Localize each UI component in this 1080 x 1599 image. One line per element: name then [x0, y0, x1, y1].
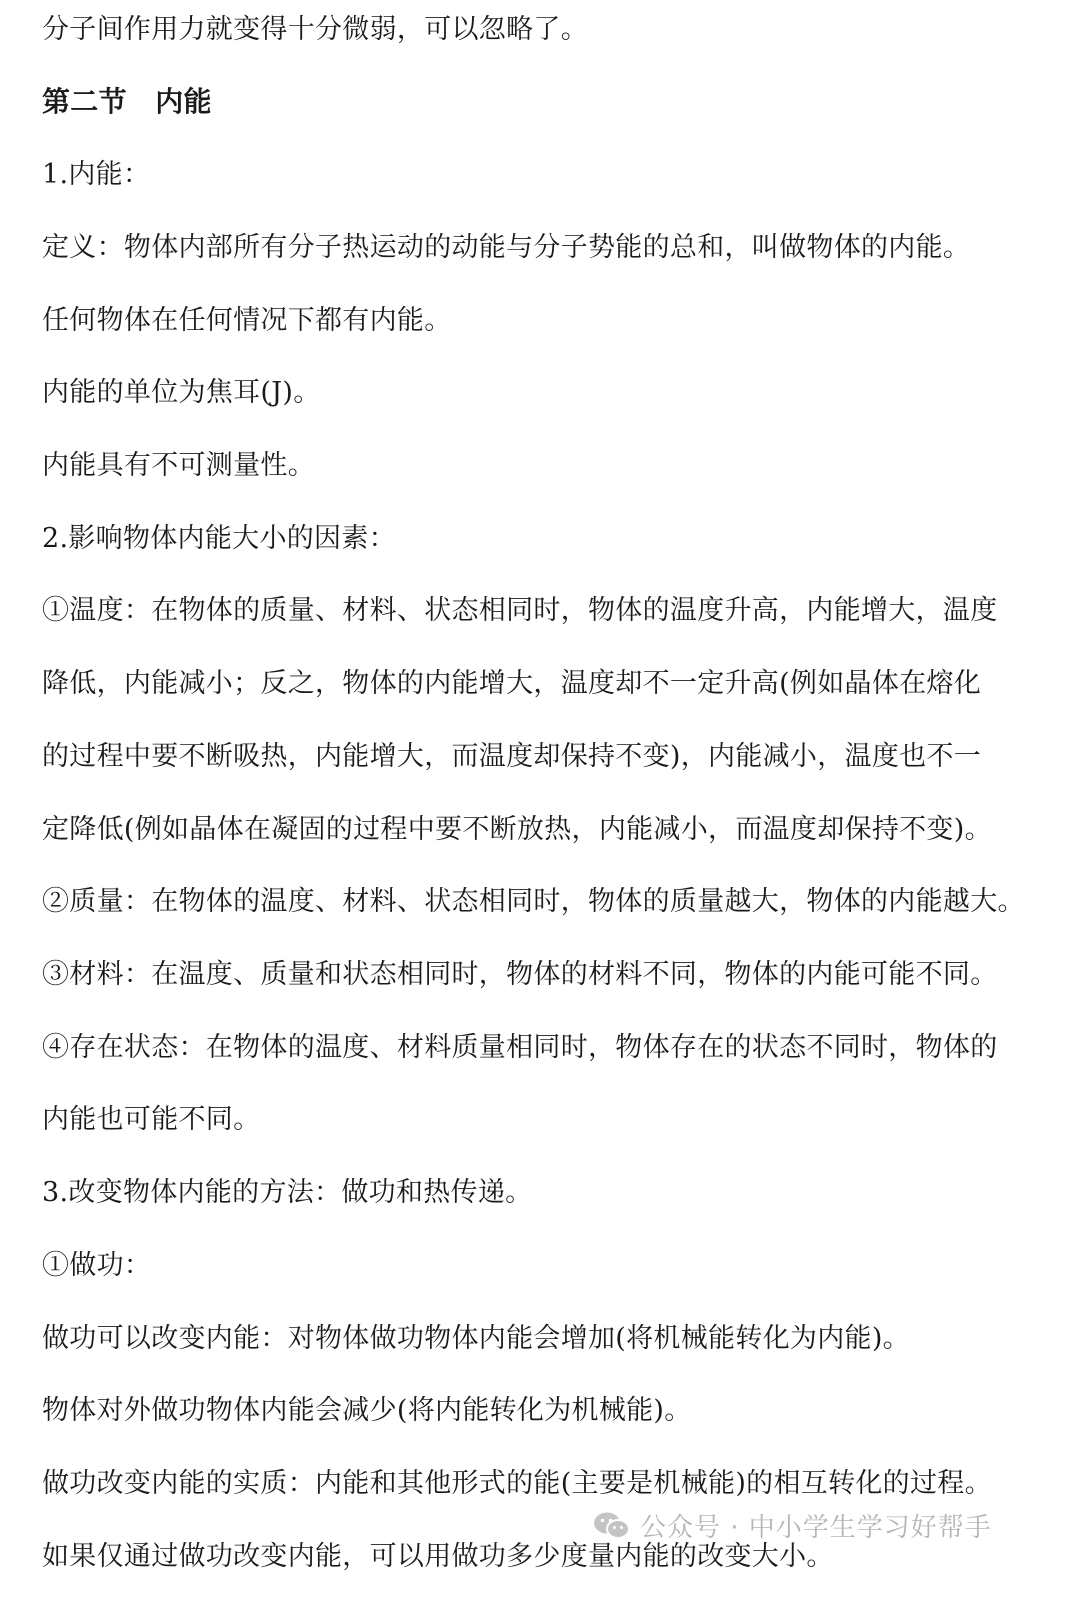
watermark [592, 1505, 992, 1545]
text-line: 定降低(例如晶体在凝固的过程中要不断放热，内能减小，而温度却保持不变)。 [42, 814, 992, 845]
text-line: 2.影响物体内能大小的因素： [42, 523, 396, 554]
text-line: 分子间作用力就变得十分微弱，可以忽略了。 [42, 14, 588, 45]
text-line: 3.改变物体内能的方法：做功和热传递。 [42, 1177, 533, 1208]
text-line: ②质量：在物体的温度、材料、状态相同时，物体的质量越大，物体的内能越大。 [42, 886, 1025, 917]
text-line: 内能也可能不同。 [42, 1104, 261, 1135]
text-line: 如果仅通过做功改变内能，可以用做功多少度量内能的改变大小。 [42, 1541, 834, 1572]
text-line: 降低，内能减小；反之，物体的内能增大，温度却不一定升高(例如晶体在熔化 [42, 668, 982, 699]
text-line: 做功可以改变内能：对物体做功物体内能会增加(将机械能转化为内能)。 [42, 1323, 910, 1354]
section-heading: 第二节 内能 [42, 85, 212, 118]
text-line: 任何物体在任何情况下都有内能。 [42, 305, 452, 336]
text-line: 的过程中要不断吸热，内能增大，而温度却保持不变)，内能减小，温度也不一 [42, 741, 982, 772]
text-line: 内能的单位为焦耳(J)。 [42, 377, 321, 408]
text-line: ①温度：在物体的质量、材料、状态相同时，物体的温度升高，内能增大，温度 [42, 595, 998, 626]
text-line: 定义：物体内部所有分子热运动的动能与分子势能的总和，叫做物体的内能。 [42, 232, 971, 263]
text-line: ③材料：在温度、质量和状态相同时，物体的材料不同，物体的内能可能不同。 [42, 959, 998, 990]
text-line: 1.内能： [42, 159, 151, 190]
text-line: ①做功： [42, 1250, 152, 1281]
wechat-icon [592, 1510, 632, 1540]
text-line: ④存在状态：在物体的温度、材料质量相同时，物体存在的状态不同时，物体的 [42, 1032, 998, 1063]
watermark-text: 公众号 · 中小学生学习好帮手 [640, 1512, 992, 1543]
text-line: 内能具有不可测量性。 [42, 450, 315, 481]
text-line: 物体对外做功物体内能会减少(将内能转化为机械能)。 [42, 1395, 692, 1426]
text-line: 做功改变内能的实质：内能和其他形式的能(主要是机械能)的相互转化的过程。 [42, 1468, 992, 1499]
